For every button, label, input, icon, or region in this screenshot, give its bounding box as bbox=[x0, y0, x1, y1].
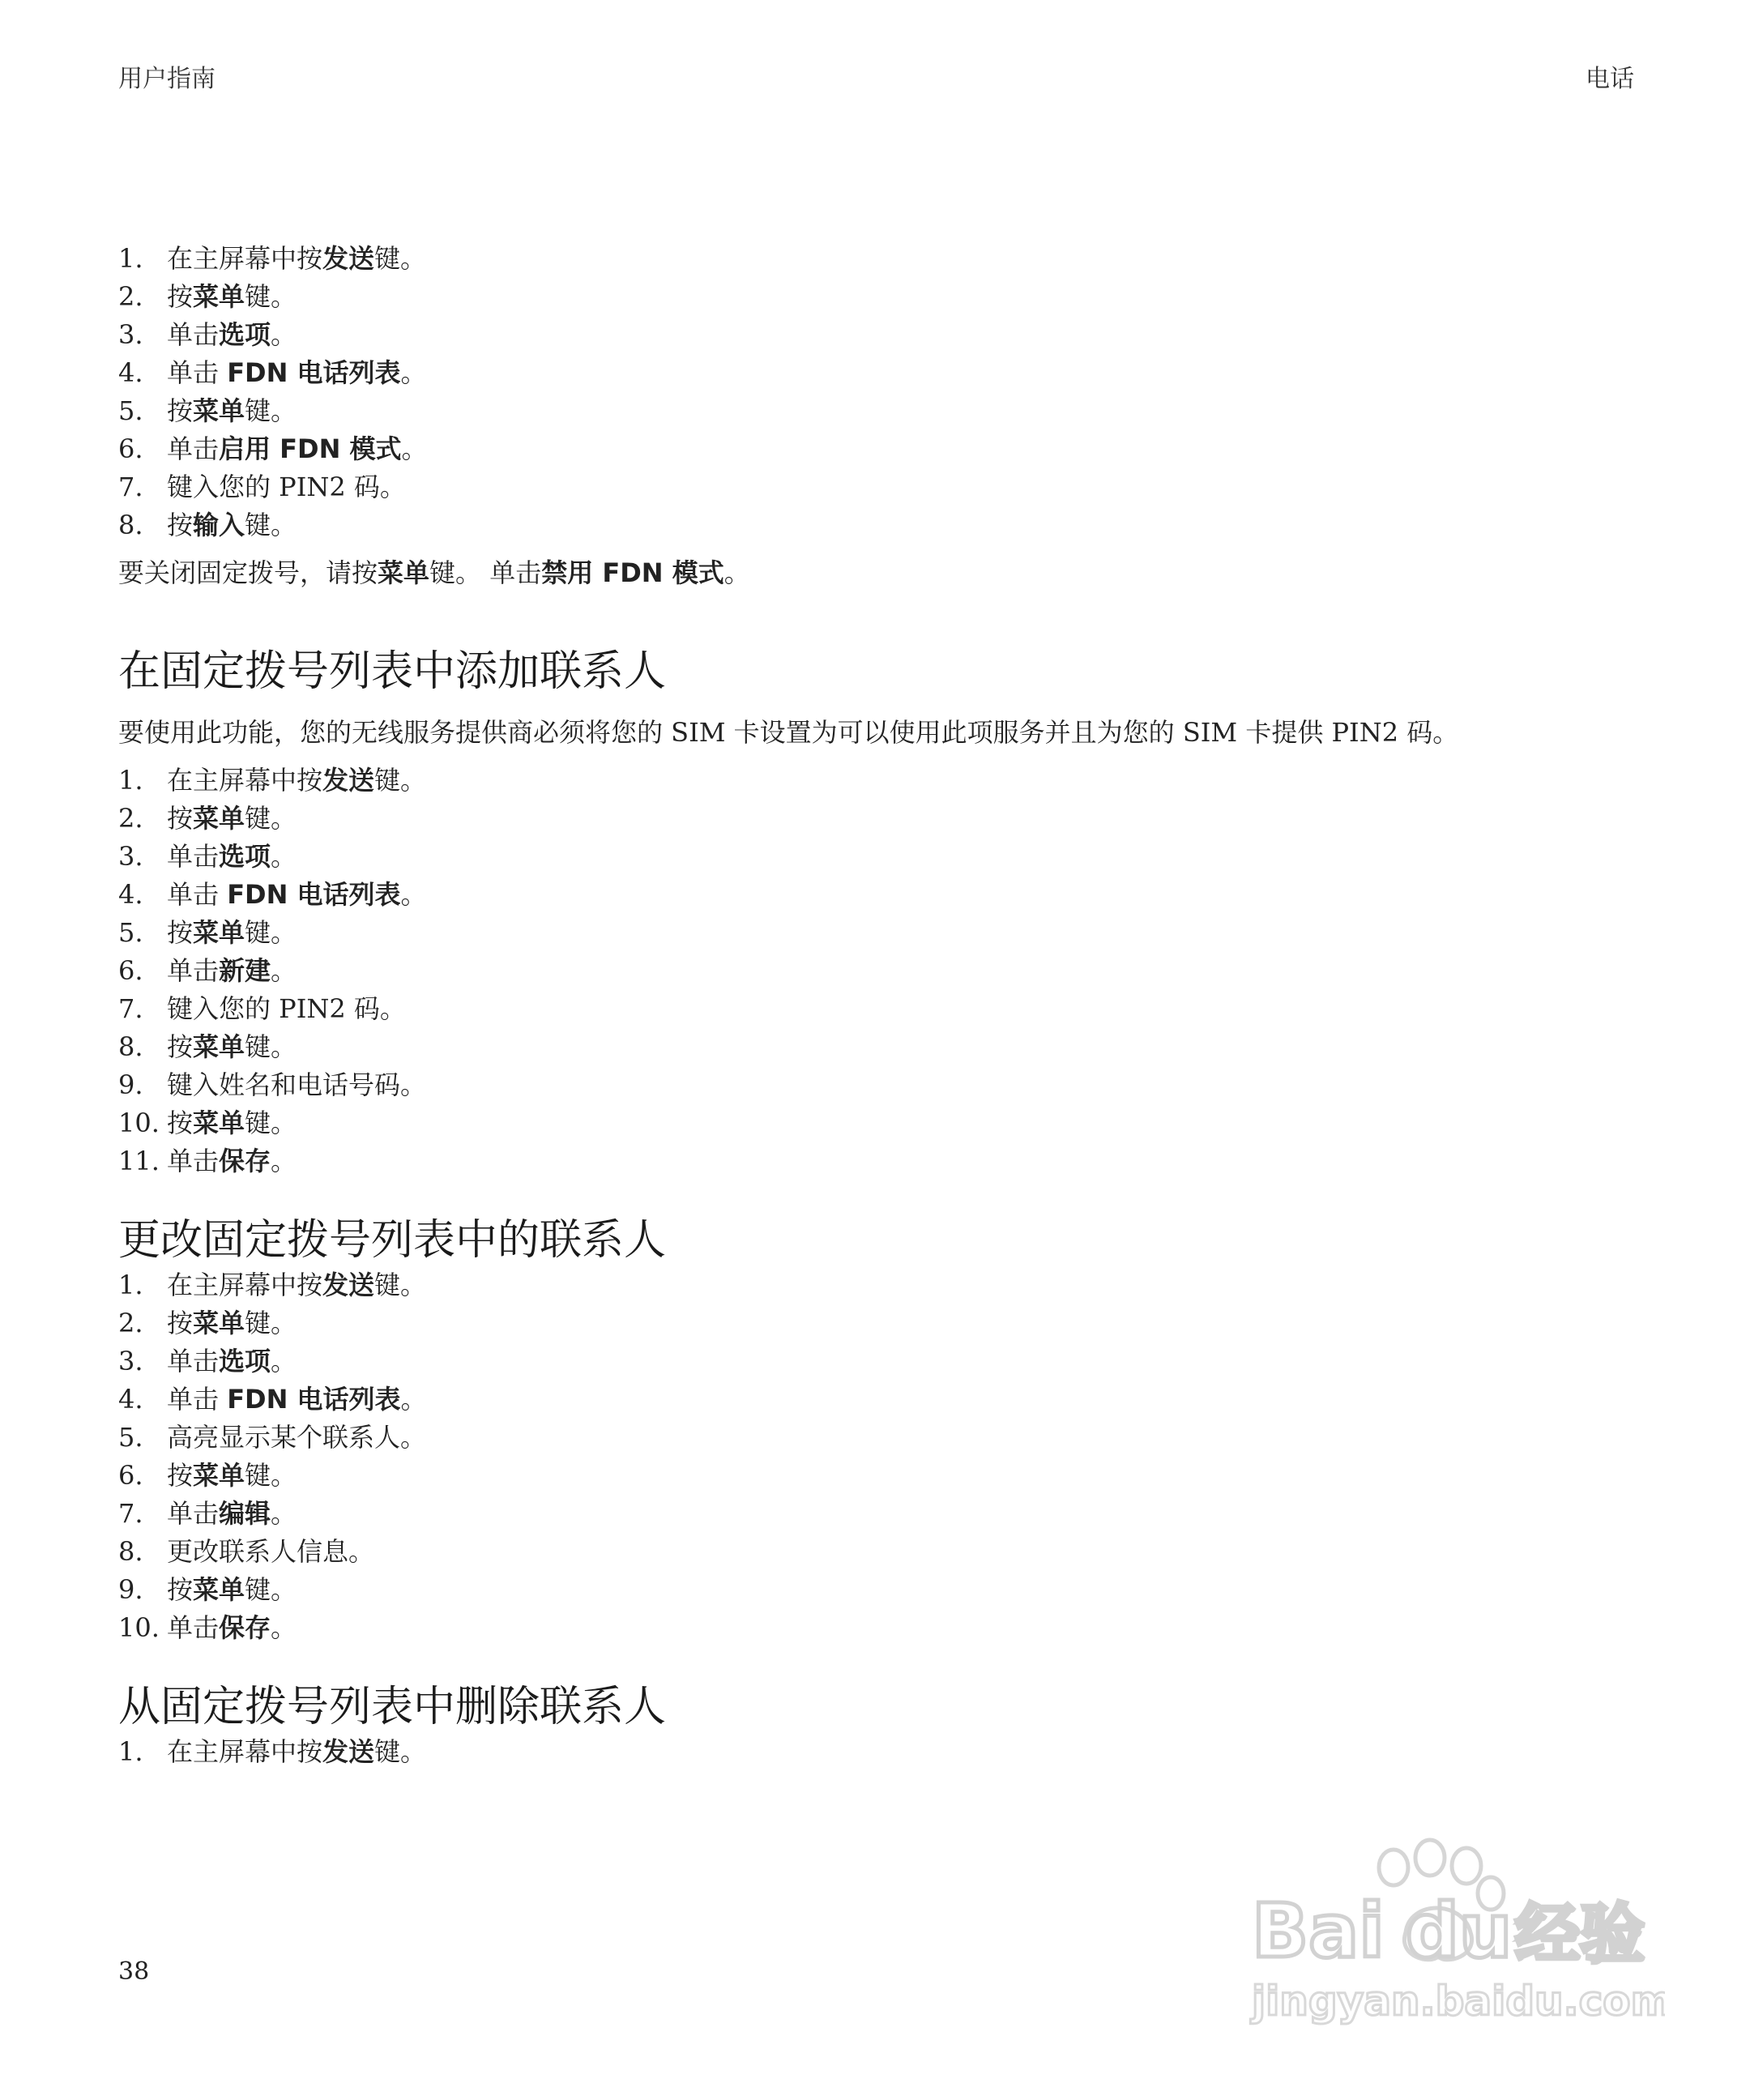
list-item: 3. 单击选项。 bbox=[118, 841, 297, 872]
list-item: 8. 更改联系人信息。 bbox=[118, 1536, 375, 1567]
list-item: 7. 键入您的 PIN2 码。 bbox=[118, 993, 406, 1024]
list-item: 10. 单击保存。 bbox=[118, 1612, 297, 1643]
section-heading-add-contact: 在固定拨号列表中添加联系人 bbox=[118, 647, 667, 696]
list-item: 4. 单击 FDN 电话列表。 bbox=[118, 357, 427, 388]
list-item: 1. 在主屏幕中按发送键。 bbox=[118, 1270, 427, 1300]
list-item: 9. 按菜单键。 bbox=[118, 1574, 297, 1605]
baidu-jingyan-watermark-logo bbox=[1244, 1835, 1665, 2030]
list-item: 1. 在主屏幕中按发送键。 bbox=[118, 765, 427, 796]
list-item: 5. 高亮显示某个联系人。 bbox=[118, 1422, 427, 1453]
running-header-title: 用户指南 bbox=[118, 65, 216, 93]
steps-list-add-contact bbox=[118, 762, 1658, 1180]
svg-text:经验: 经验 bbox=[1515, 1897, 1645, 1972]
section-heading-change-contact: 更改固定拨号列表中的联系人 bbox=[118, 1216, 667, 1265]
svg-text:jingyan.baidu.com: jingyan.baidu.com bbox=[1252, 1978, 1665, 2025]
list-item: 7. 单击编辑。 bbox=[118, 1498, 297, 1529]
list-item: 3. 单击选项。 bbox=[118, 1346, 297, 1377]
section-heading-delete-contact: 从固定拨号列表中删除联系人 bbox=[118, 1683, 667, 1731]
list-item: 8. 按输入键。 bbox=[118, 510, 297, 540]
list-item: 2. 按菜单键。 bbox=[118, 1308, 297, 1338]
svg-text:Bai: Bai bbox=[1252, 1888, 1385, 1974]
list-item: 5. 按菜单键。 bbox=[118, 917, 297, 948]
list-item: 2. 按菜单键。 bbox=[118, 803, 297, 834]
list-item: 6. 单击启用 FDN 模式。 bbox=[118, 433, 428, 464]
list-item: 5. 按菜单键。 bbox=[118, 395, 297, 426]
svg-text:du: du bbox=[1406, 1888, 1513, 1974]
disable-fdn-note: 要关闭固定拨号，请按菜单键。 单击禁用 FDN 模式。 bbox=[118, 557, 750, 588]
list-item: 3. 单击选项。 bbox=[118, 319, 297, 350]
steps-list-change-contact bbox=[118, 1266, 1658, 1647]
list-item: 8. 按菜单键。 bbox=[118, 1031, 297, 1062]
list-item: 1. 在主屏幕中按发送键。 bbox=[118, 1736, 427, 1767]
list-item: 2. 按菜单键。 bbox=[118, 281, 297, 312]
steps-list-enable-fdn bbox=[118, 240, 1658, 544]
list-item: 4. 单击 FDN 电话列表。 bbox=[118, 1384, 427, 1415]
section-intro: 要使用此功能，您的无线服务提供商必须将您的 SIM 卡设置为可以使用此项服务并且为您的 SIM 卡提供 PIN2 码。 bbox=[118, 717, 1459, 748]
list-item: 6. 单击新建。 bbox=[118, 955, 297, 986]
list-item: 11. 单击保存。 bbox=[118, 1146, 297, 1176]
running-header-chapter: 电话 bbox=[1586, 65, 1634, 93]
page-number: 38 bbox=[118, 1957, 150, 1986]
list-item: 7. 键入您的 PIN2 码。 bbox=[118, 472, 406, 502]
list-item: 4. 单击 FDN 电话列表。 bbox=[118, 879, 427, 910]
page-content bbox=[118, 240, 1658, 1771]
paw-print-icon bbox=[1244, 1835, 1665, 2030]
list-item: 1. 在主屏幕中按发送键。 bbox=[118, 243, 427, 274]
list-item: 9. 键入姓名和电话号码。 bbox=[118, 1069, 427, 1100]
steps-list-delete-contact bbox=[118, 1733, 1658, 1771]
list-item: 10. 按菜单键。 bbox=[118, 1108, 297, 1138]
list-item: 6. 按菜单键。 bbox=[118, 1460, 297, 1491]
